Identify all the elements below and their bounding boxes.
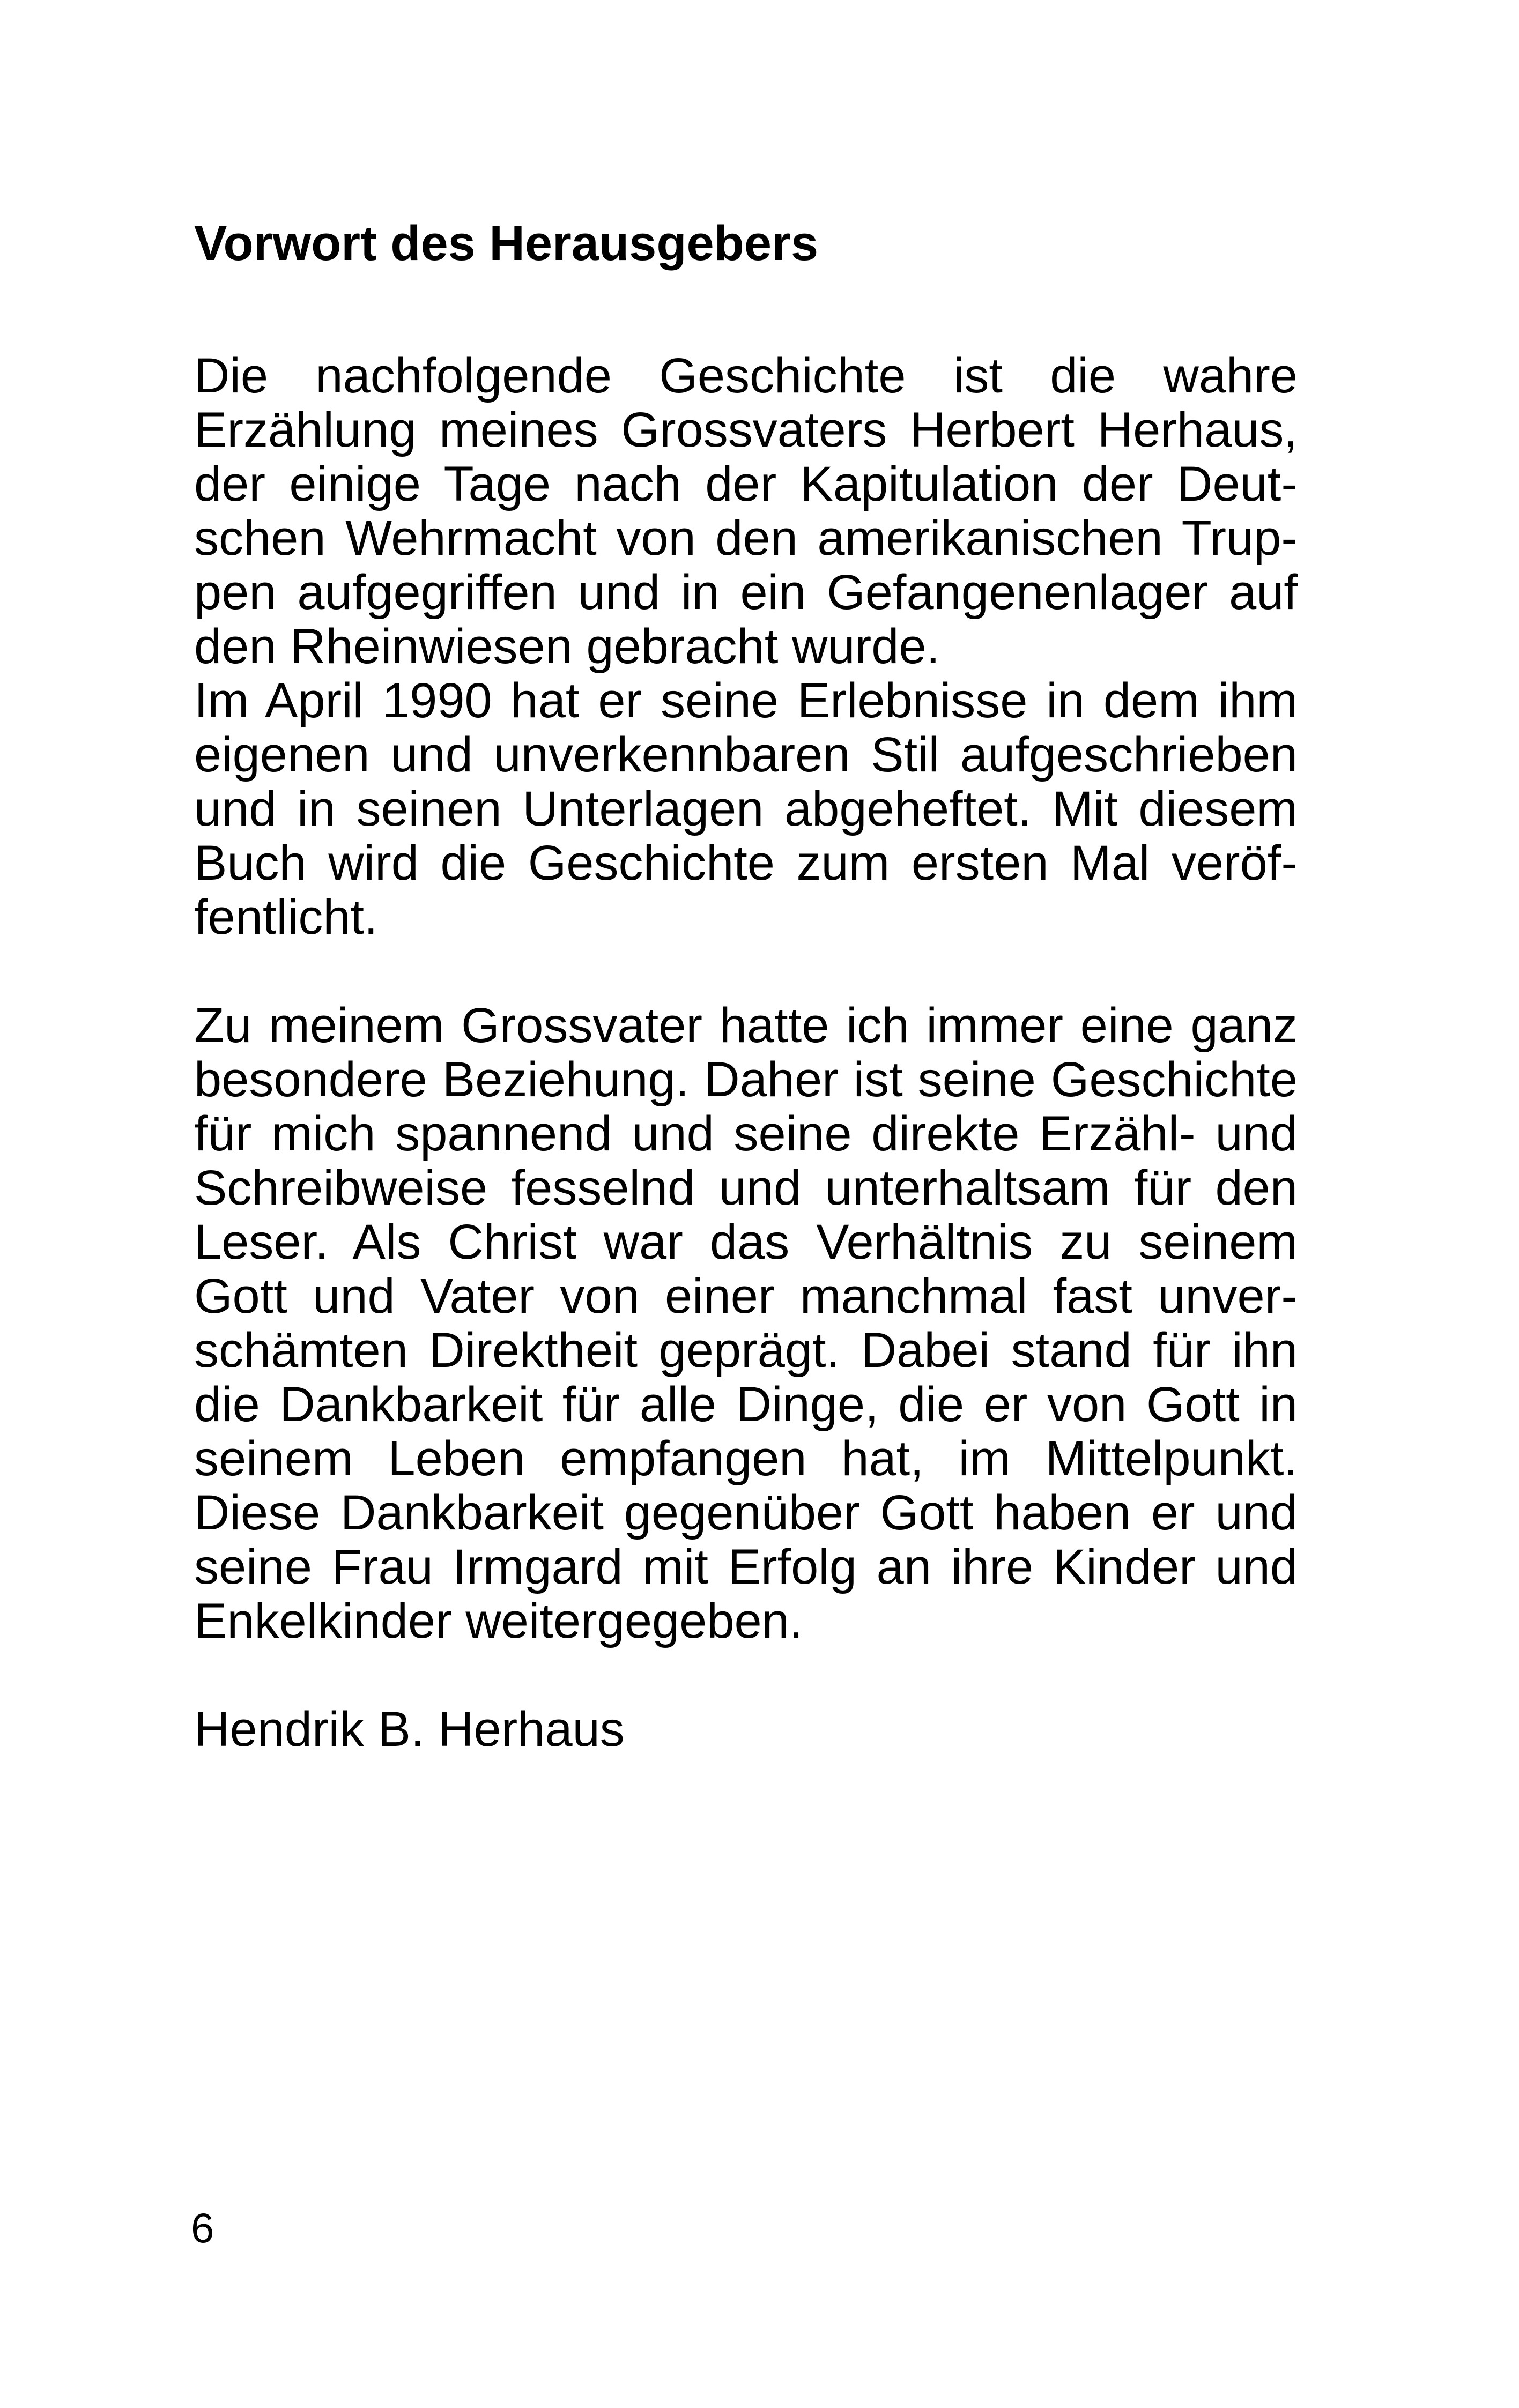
page-number: 6: [191, 2204, 214, 2251]
text-line: schen Wehrmacht von den amerikanischen Trup-: [194, 511, 1298, 566]
paragraph: [194, 999, 1298, 1648]
text-line: die Dankbarkeit für alle Dinge, die er von Gott in: [194, 1377, 1298, 1432]
text-line: Leser. Als Christ war das Verhältnis zu seinem: [194, 1215, 1298, 1269]
text-line: fentlicht.: [194, 890, 378, 945]
text-line: Die nachfolgende Geschichte ist die wahre: [194, 348, 1298, 403]
text-line: der einige Tage nach der Kapitulation der Deut-: [194, 457, 1298, 511]
text-line: besondere Beziehung. Daher ist seine Geschichte: [194, 1052, 1298, 1107]
paragraph: [194, 349, 1298, 674]
text-line: schämten Direktheit geprägt. Dabei stand für ihn: [194, 1323, 1298, 1378]
page-title: Vorwort des Herausgebers: [194, 216, 819, 271]
text-line: und in seinen Unterlagen abgeheftet. Mit diesem: [194, 782, 1298, 836]
signature-line: Hendrik B. Herhaus: [194, 1702, 625, 1757]
text-line: den Rheinwiesen gebracht wurde.: [194, 619, 940, 674]
text-line: Diese Dankbarkeit gegenüber Gott haben er und: [194, 1485, 1298, 1540]
text-line: seine Frau Irmgard mit Erfolg an ihre Kinder und: [194, 1540, 1298, 1594]
text-line: Zu meinem Grossvater hatte ich immer eine ganz: [194, 998, 1298, 1053]
text-line: seinem Leben empfangen hat, im Mittelpunkt.: [194, 1431, 1298, 1486]
text-line: Schreibweise fesselnd und unterhaltsam für den: [194, 1161, 1298, 1215]
text-line: Buch wird die Geschichte zum ersten Mal veröf-: [194, 836, 1298, 890]
text-line: Erzählung meines Grossvaters Herbert Herhaus,: [194, 403, 1298, 457]
text-line: eigenen und unverkennbaren Stil aufgeschrieben: [194, 727, 1298, 782]
text-line: pen aufgegriffen und in ein Gefangenenlager auf: [194, 565, 1298, 620]
paragraph: [194, 674, 1298, 945]
text-line: für mich spannend und seine direkte Erzähl- und: [194, 1106, 1298, 1161]
text-line: Gott und Vater von einer manchmal fast unver-: [194, 1269, 1298, 1324]
text-block: [194, 217, 1298, 1757]
text-line: Enkelkinder weitergegeben.: [194, 1594, 803, 1648]
text-line: Im April 1990 hat er seine Erlebnisse in dem ihm: [194, 673, 1298, 728]
